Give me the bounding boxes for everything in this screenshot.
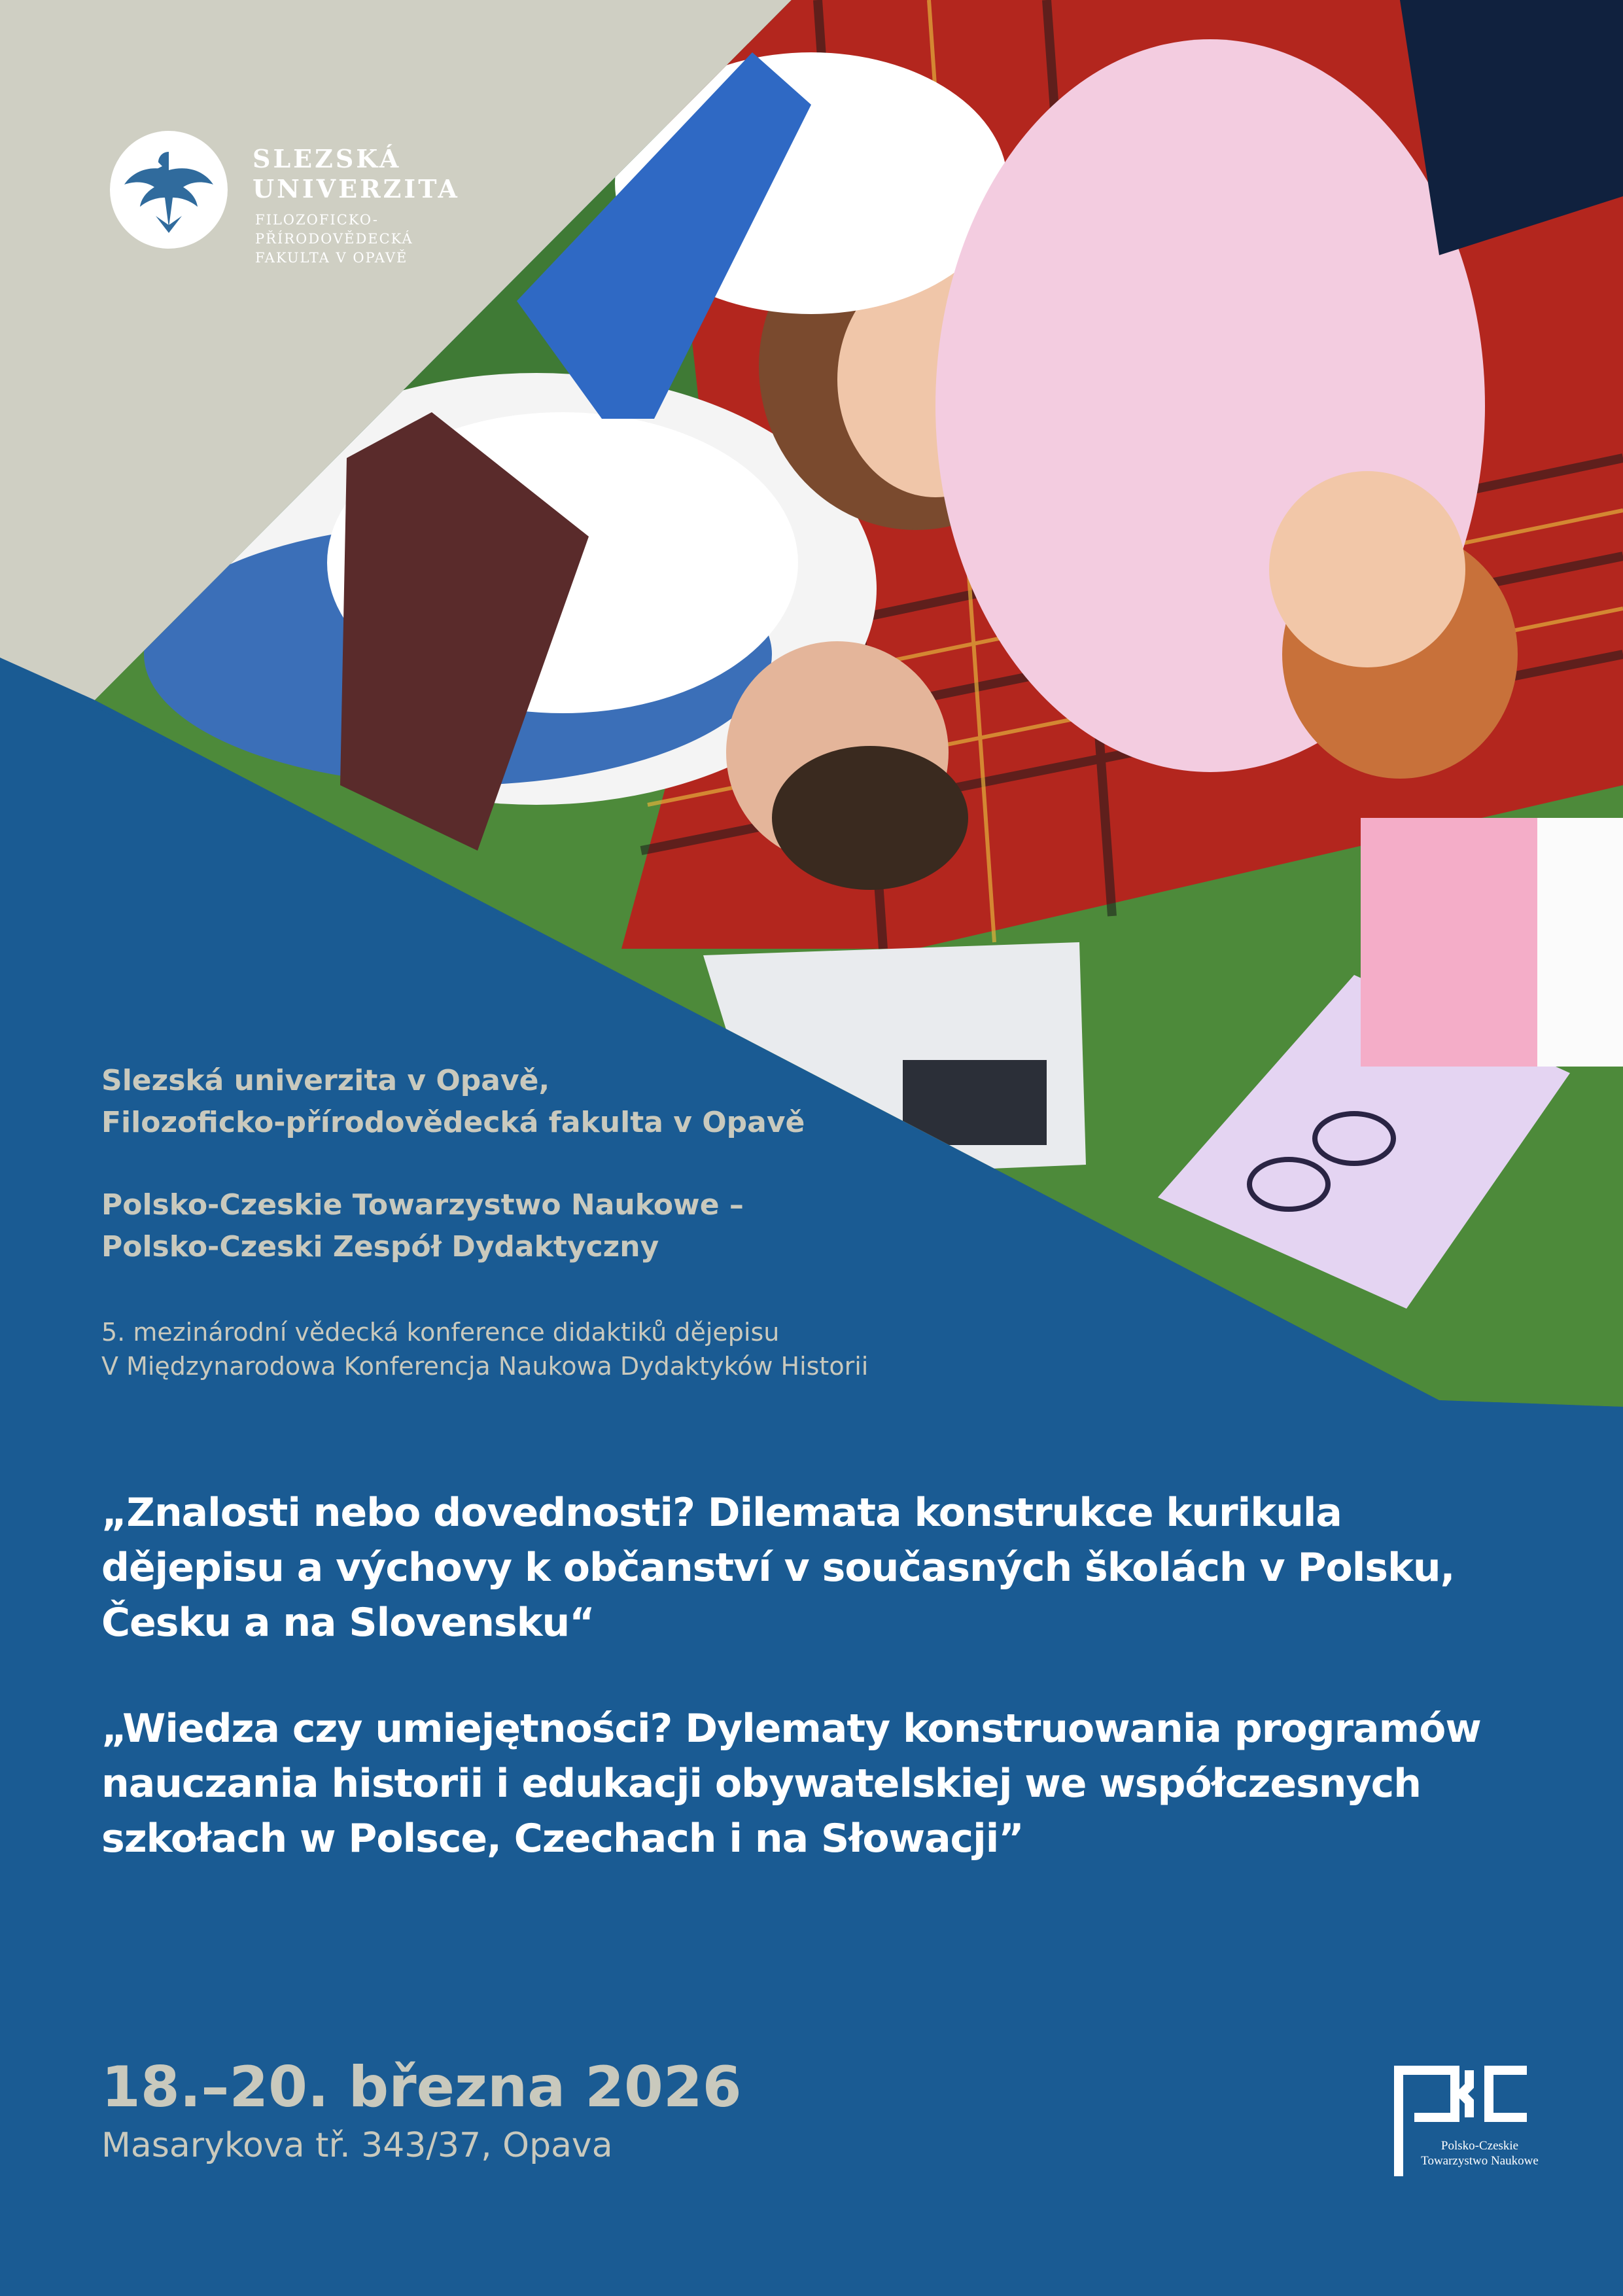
pc-society-name-line: Towarzystwo Naukowe <box>1421 2154 1539 2168</box>
conference-line: V Międzynarodowa Konferencja Naukowa Dydaktyków Historii <box>101 1352 869 1381</box>
organizer-line: Polsko-Czeskie Towarzystwo Naukowe – <box>101 1188 744 1222</box>
title-line: „Wiedza czy umiejętności? Dylematy konstruowania programów <box>101 1706 1481 1752</box>
pc-society-logo <box>1389 2061 1540 2179</box>
organizer-society <box>101 1184 744 1268</box>
faculty-name <box>255 211 413 268</box>
title-line: „Znalosti nebo dovednosti? Dilemata konstrukce kurikula <box>101 1490 1342 1536</box>
university-name <box>253 144 460 204</box>
organizer-line: Filozoficko-přírodovědecká fakulta v Opavě <box>101 1106 805 1139</box>
conference-line: 5. mezinárodní vědecká konference didaktiků dějepisu <box>101 1318 780 1347</box>
faculty-name-line: FILOZOFICKO- <box>255 212 379 228</box>
pc-society-name <box>1414 2138 1545 2168</box>
university-logo <box>110 131 460 288</box>
title-line: Česku a na Slovensku“ <box>101 1600 595 1646</box>
conference-name <box>101 1315 868 1383</box>
title-line: nauczania historii i edukacji obywatelskiej we współczesnych <box>101 1761 1421 1807</box>
title-line: szkołach w Polsce, Czechach i na Słowacji” <box>101 1816 1024 1862</box>
title-polish <box>101 1701 1541 1866</box>
university-name-line: UNIVERZITA <box>253 174 460 203</box>
organizer-line: Polsko-Czeski Zespół Dydaktyczny <box>101 1230 659 1263</box>
title-czech <box>101 1485 1541 1650</box>
faculty-name-line: FAKULTA V OPAVĚ <box>255 250 408 266</box>
pc-society-name-line: Polsko-Czeskie <box>1440 2139 1519 2153</box>
organizer-line: Slezská univerzita v Opavě, <box>101 1064 550 1097</box>
event-date: 18.–20. března 2026 <box>101 2055 742 2120</box>
eagle-seal-icon <box>110 131 228 249</box>
faculty-name-line: PŘÍRODOVĚDECKÁ <box>255 231 413 247</box>
event-address: Masarykova tř. 343/37, Opava <box>101 2126 613 2165</box>
organizer-university <box>101 1060 805 1144</box>
university-name-line: SLEZSKÁ <box>253 144 402 173</box>
title-line: dějepisu a výchovy k občanství v současných školách v Polsku, <box>101 1545 1455 1591</box>
